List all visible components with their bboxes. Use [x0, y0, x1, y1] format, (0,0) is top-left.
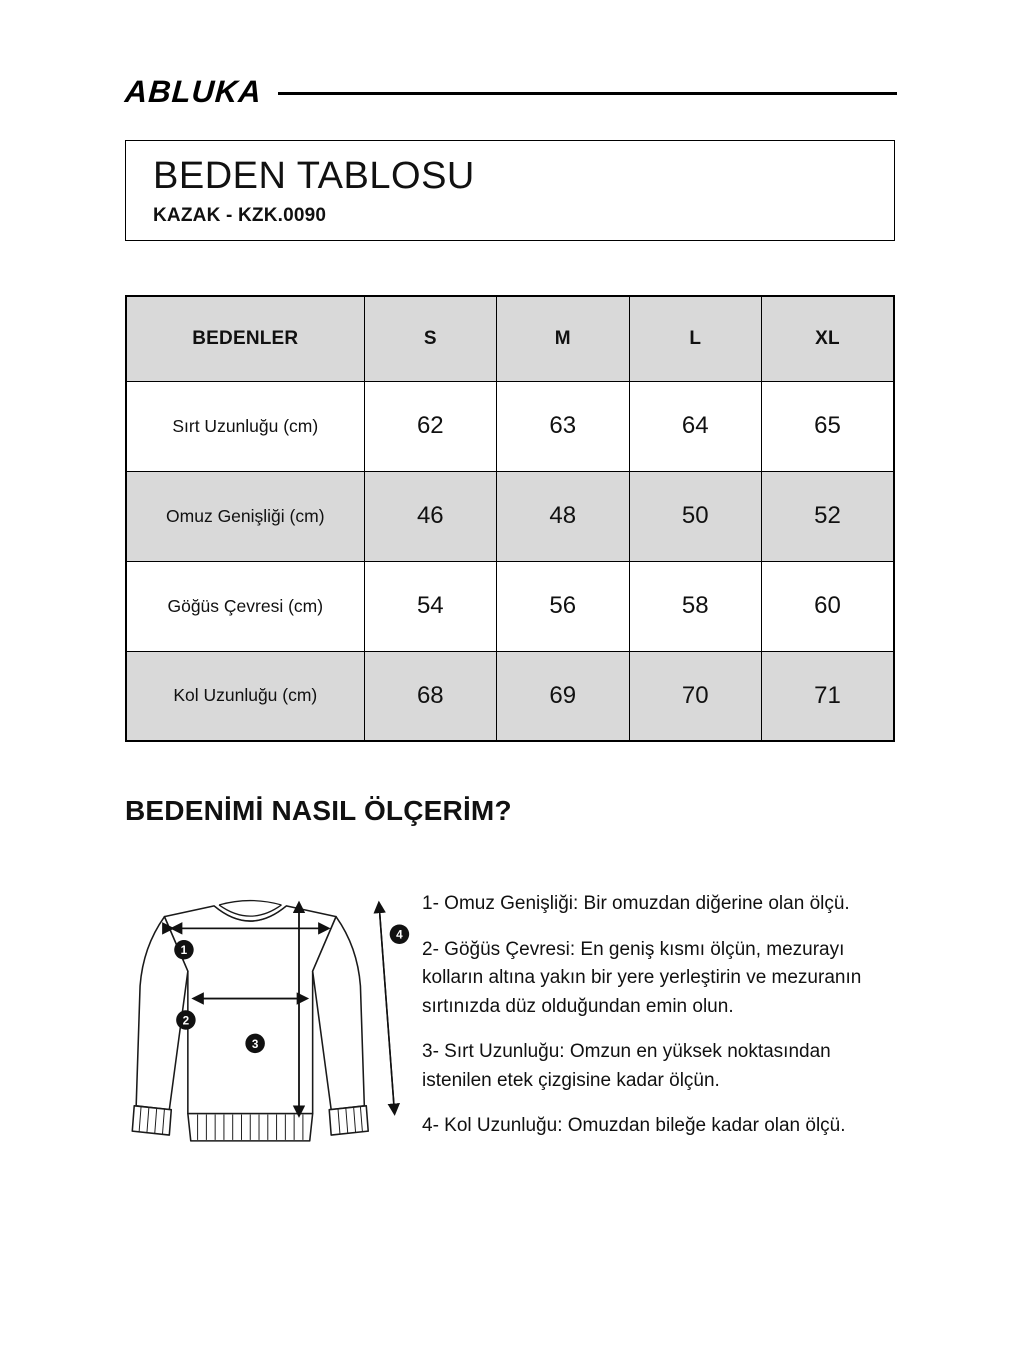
table-row — [126, 651, 894, 741]
sweater-collar-inner — [219, 905, 281, 916]
column-header-m: M — [497, 296, 629, 381]
sweater-left-cuff — [132, 1106, 171, 1135]
brand-row — [125, 74, 897, 110]
size-table-wrap — [125, 295, 895, 742]
page-title: BEDEN TABLOSU — [153, 155, 475, 197]
size-cell: 63 — [497, 381, 629, 471]
size-cell: 71 — [761, 651, 894, 741]
size-cell: 46 — [364, 471, 496, 561]
measurement-instructions — [422, 890, 900, 1158]
size-cell: 62 — [364, 381, 496, 471]
size-cell: 54 — [364, 561, 496, 651]
size-cell: 64 — [629, 381, 761, 471]
svg-text:2: 2 — [182, 1014, 190, 1028]
product-code: KAZAK - KZK.0090 — [153, 204, 327, 226]
row-label: Kol Uzunluğu (cm) — [126, 651, 364, 741]
column-header-xl: XL — [761, 296, 894, 381]
instruction-item-4: 4- Kol Uzunluğu: Omuzdan bileğe kadar olan ölçü. — [422, 1115, 846, 1136]
column-header-l: L — [629, 296, 761, 381]
size-cell: 69 — [497, 651, 629, 741]
title-box — [125, 140, 895, 241]
instruction-item-1: 1- Omuz Genişliği: Bir omuzdan diğerine olan ölçü. — [422, 893, 850, 914]
marker-badge-4 — [390, 924, 410, 944]
size-cell: 56 — [497, 561, 629, 651]
marker-badge-1 — [174, 940, 194, 960]
row-label: Sırt Uzunluğu (cm) — [126, 381, 364, 471]
size-cell: 58 — [629, 561, 761, 651]
column-header-sizes: BEDENLER — [126, 296, 364, 381]
sweater-back-neck — [219, 901, 281, 905]
svg-text:4: 4 — [396, 928, 403, 942]
size-cell: 60 — [761, 561, 894, 651]
table-header-row — [126, 296, 894, 381]
table-row — [126, 471, 894, 561]
size-table — [125, 295, 895, 742]
size-cell: 52 — [761, 471, 894, 561]
size-cell: 50 — [629, 471, 761, 561]
size-cell: 68 — [364, 651, 496, 741]
sweater-illustration-svg — [104, 870, 416, 1170]
table-row — [126, 561, 894, 651]
size-cell: 70 — [629, 651, 761, 741]
brand-logo: ABLUKA — [123, 74, 264, 109]
sweater-diagram — [104, 870, 416, 1170]
size-cell: 65 — [761, 381, 894, 471]
marker-badge-3 — [245, 1034, 265, 1054]
size-cell: 48 — [497, 471, 629, 561]
brand-rule-line — [278, 92, 897, 95]
instruction-item-3: 3- Sırt Uzunluğu: Omzun en yüksek noktasından istenilen etek çizgisine kadar ölçün. — [422, 1041, 831, 1091]
instruction-item-2: 2- Göğüs Çevresi: En geniş kısmı ölçün, mezurayı kolların altına yakın bir yere yerleştirin ve mezuranın sırtınızda düz olduğundan emin olun. — [422, 938, 862, 1017]
row-label: Göğüs Çevresi (cm) — [126, 561, 364, 651]
marker-badge-2 — [176, 1010, 196, 1030]
column-header-s: S — [364, 296, 496, 381]
table-row — [126, 381, 894, 471]
row-label: Omuz Genişliği (cm) — [126, 471, 364, 561]
svg-text:3: 3 — [251, 1037, 259, 1051]
sweater-body — [164, 906, 336, 1114]
guide-heading: BEDENİMİ NASIL ÖLÇERİM? — [125, 795, 512, 826]
svg-text:1: 1 — [180, 944, 188, 958]
